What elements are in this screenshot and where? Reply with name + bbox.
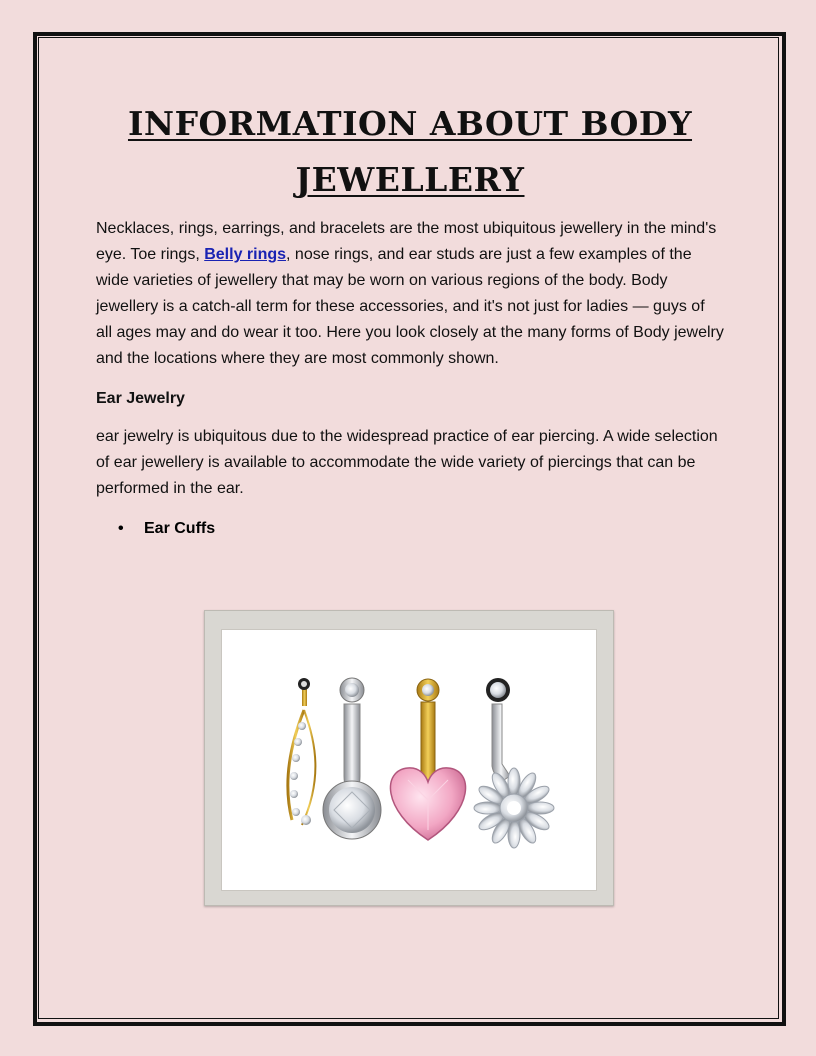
bullet-icon: • xyxy=(118,520,124,537)
belly-rings-photo xyxy=(221,629,597,891)
intro-text-before-link: Necklaces, rings, earrings, and bracelets are the most ubiquitous jewellery in the mind's eye. Toe rings, xyxy=(96,220,717,263)
title-line-2: JEWELLERY xyxy=(295,160,525,199)
silver-crystal-flower-ring xyxy=(474,678,554,848)
page-title xyxy=(96,96,724,208)
list-item-label: Ear Cuffs xyxy=(144,520,216,537)
silver-round-gem-ring xyxy=(323,678,381,839)
jewelry-photo-frame xyxy=(204,610,614,906)
document-content xyxy=(96,96,724,542)
list-item xyxy=(96,516,724,542)
bullet-list xyxy=(96,516,724,542)
gold-dangle-ring xyxy=(288,678,315,825)
intro-paragraph xyxy=(96,216,724,372)
belly-rings-illustration xyxy=(222,630,596,890)
belly-rings-link[interactable]: Belly rings xyxy=(204,246,287,263)
gold-pink-heart-ring xyxy=(390,679,465,840)
section-heading-ear-jewelry: Ear Jewelry xyxy=(96,390,185,407)
section-paragraph: ear jewelry is ubiquitous due to the widespread practice of ear piercing. A wide selection of ear jewellery is available to accommodate the wide variety of piercings that can be performed in the ear. xyxy=(96,428,718,497)
title-line-1: INFORMATION ABOUT BODY xyxy=(127,104,693,143)
intro-text-after-link: , nose rings, and ear studs are just a few examples of the wide varieties of jewellery that may be worn on various regions of the body. Body jewellery is a catch-all term for these accessories, and it's not just for ladies — guys of all ages may and do wear it too. Here you look closely at the many forms of Body jewelry and the locations where they are most commonly shown. xyxy=(96,246,724,367)
